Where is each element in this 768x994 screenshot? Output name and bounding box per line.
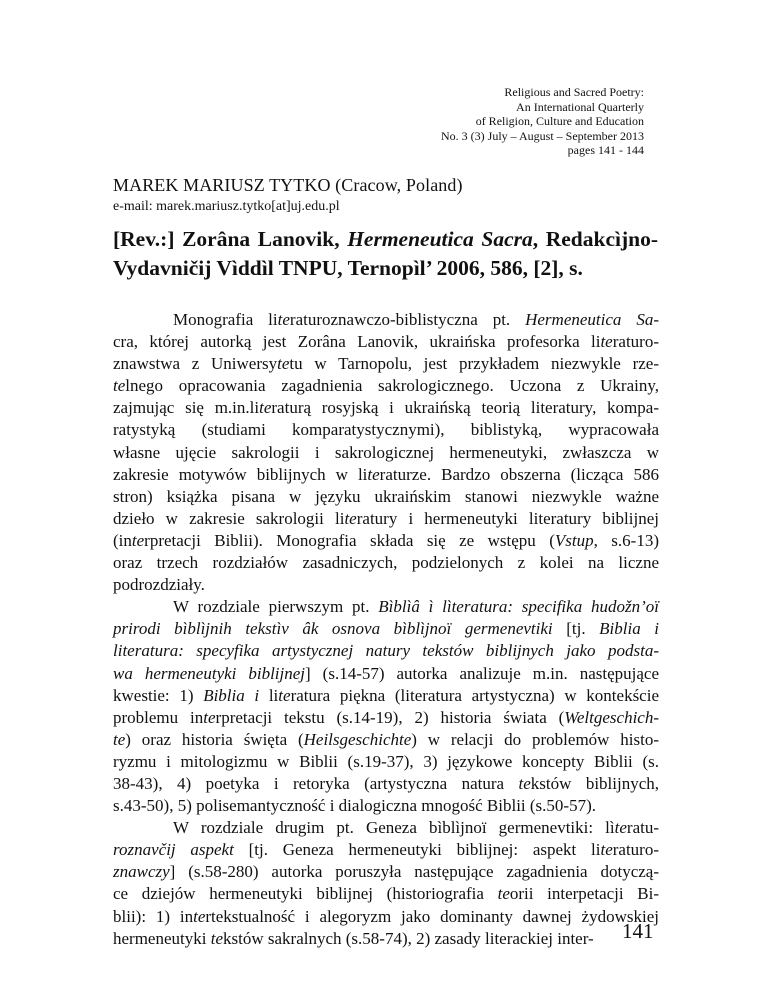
header-line: of Religion, Culture and Education — [475, 114, 644, 129]
author-email: e-mail: marek.mariusz.tytko[at]uj.edu.pl — [113, 199, 340, 214]
body-line: s.43-50), 5) polisemantyczność i dialogiczna mnogość Biblii (s.50-57). — [113, 796, 596, 816]
body-line: problemu interpretacji tekstu (s.14-19), 2) historia świata (Weltgeschich- — [113, 707, 659, 727]
body-line: W rozdziale pierwszym pt. Bìblìâ ì lìteratura: specifika hudožn’oï — [173, 597, 659, 617]
body-line: telnego opracowania zagadnienia sakrologicznego. Uczona z Ukrainy, — [113, 376, 659, 396]
header-line: Religious and Sacred Poetry: — [504, 85, 644, 99]
journal-header — [441, 85, 644, 158]
body-line: podrozdziały. — [113, 575, 205, 595]
body-line: 38-43), 4) poetyka i retoryka (artystyczna natura tekstów biblijnych, — [113, 773, 660, 793]
review-title — [113, 225, 658, 283]
review-author: MAREK MARIUSZ TYTKO (Cracow, Poland) — [113, 175, 463, 195]
body-line: roznavčij aspekt [tj. Geneza hermeneutyki biblijnej: aspekt literaturo- — [113, 840, 660, 860]
body-line: cra, której autorką jest Zorâna Lanovik, ukraińska profesorka literaturo- — [113, 332, 659, 352]
body-line: W rozdziale drugim pt. Geneza bìblìjnoï germenevtiki: lìteratu- — [173, 818, 659, 838]
review-body — [113, 309, 659, 950]
header-line: An International Quarterly — [516, 99, 644, 114]
body-line: te) oraz historia święta (Heilsgeschichte) w relacji do problemów histo- — [113, 729, 659, 749]
body-line: znawczy] (s.58-280) autorka poruszyła następujące zagadnienia dotyczą- — [113, 862, 659, 882]
title-line: Vydavničij Vìddìl TNPU, Ternopìl’ 2006, 586, [2], s. — [113, 256, 583, 280]
body-line: (interpretacji Biblii). Monografia składa się ze wstępu (Vstup, s.6-13) — [113, 530, 659, 550]
body-line: ratystyką (studiami komparatystycznymi), biblistyką, wypracowała — [113, 420, 659, 440]
body-line: własne ujęcie sakrologii i sakrologicznej hermeneutyki, zwłaszcza w — [113, 442, 659, 462]
body-line: zajmując się m.in.literaturą rosyjską i ukraińską teorią literatury, kompa- — [113, 398, 659, 418]
body-line: wa hermeneutyki biblijnej] (s.14-57) autorka analizuje m.in. następujące — [113, 663, 659, 683]
body-line: zakresie motywów biblijnych w literaturze. Bardzo obszerna (licząca 586 — [113, 464, 659, 484]
body-line: ce dziejów hermeneutyki biblijnej (historiografia teorii interpetacji Bi- — [113, 884, 659, 904]
body-line: dzieło w zakresie sakrologii literatury i hermeneutyki literatury biblijnej — [113, 508, 659, 528]
body-line: stron) książka pisana w języku ukraińskim stanowi niezwykle ważne — [113, 486, 659, 506]
body-line: Monografia literaturoznawczo-biblistyczna pt. Hermeneutica Sa- — [173, 310, 659, 329]
body-line: kwestie: 1) Biblia i literatura piękna (literatura artystyczna) w kontekście — [113, 685, 659, 705]
header-line: No. 3 (3) July – August – September 2013 — [441, 128, 644, 143]
body-line: blii): 1) intertekstualność i alegoryzm jako dominanty dawnej żydowskiej — [113, 906, 659, 926]
body-line: prirodi bìblìjnih tekstìv âk osnova bìblìjnoï germenevtiki [tj. Biblia i — [113, 619, 660, 639]
body-line: znawstwa z Uniwersytetu w Tarnopolu, jest przykładem niezwykle rze- — [113, 354, 659, 374]
page-number: 141 — [622, 919, 654, 943]
header-line: pages 141 - 144 — [567, 143, 644, 158]
body-line: oraz trzech rozdziałów zasadniczych, podzielonych z kolei na liczne — [113, 553, 659, 573]
title-line: [Rev.:] Zorâna Lanovik, Hermeneutica Sacra, Redakcìjno- — [113, 227, 659, 251]
body-line: hermeneutyki tekstów sakralnych (s.58-74), 2) zasady literackiej inter- — [113, 928, 594, 948]
body-line: ryzmu i mitologizmu w Biblii (s.19-37), 3) językowe koncepty Biblii (s. — [113, 751, 659, 771]
body-line: literatura: specyfika artystycznej natury tekstów biblijnych jako podsta- — [113, 641, 659, 661]
